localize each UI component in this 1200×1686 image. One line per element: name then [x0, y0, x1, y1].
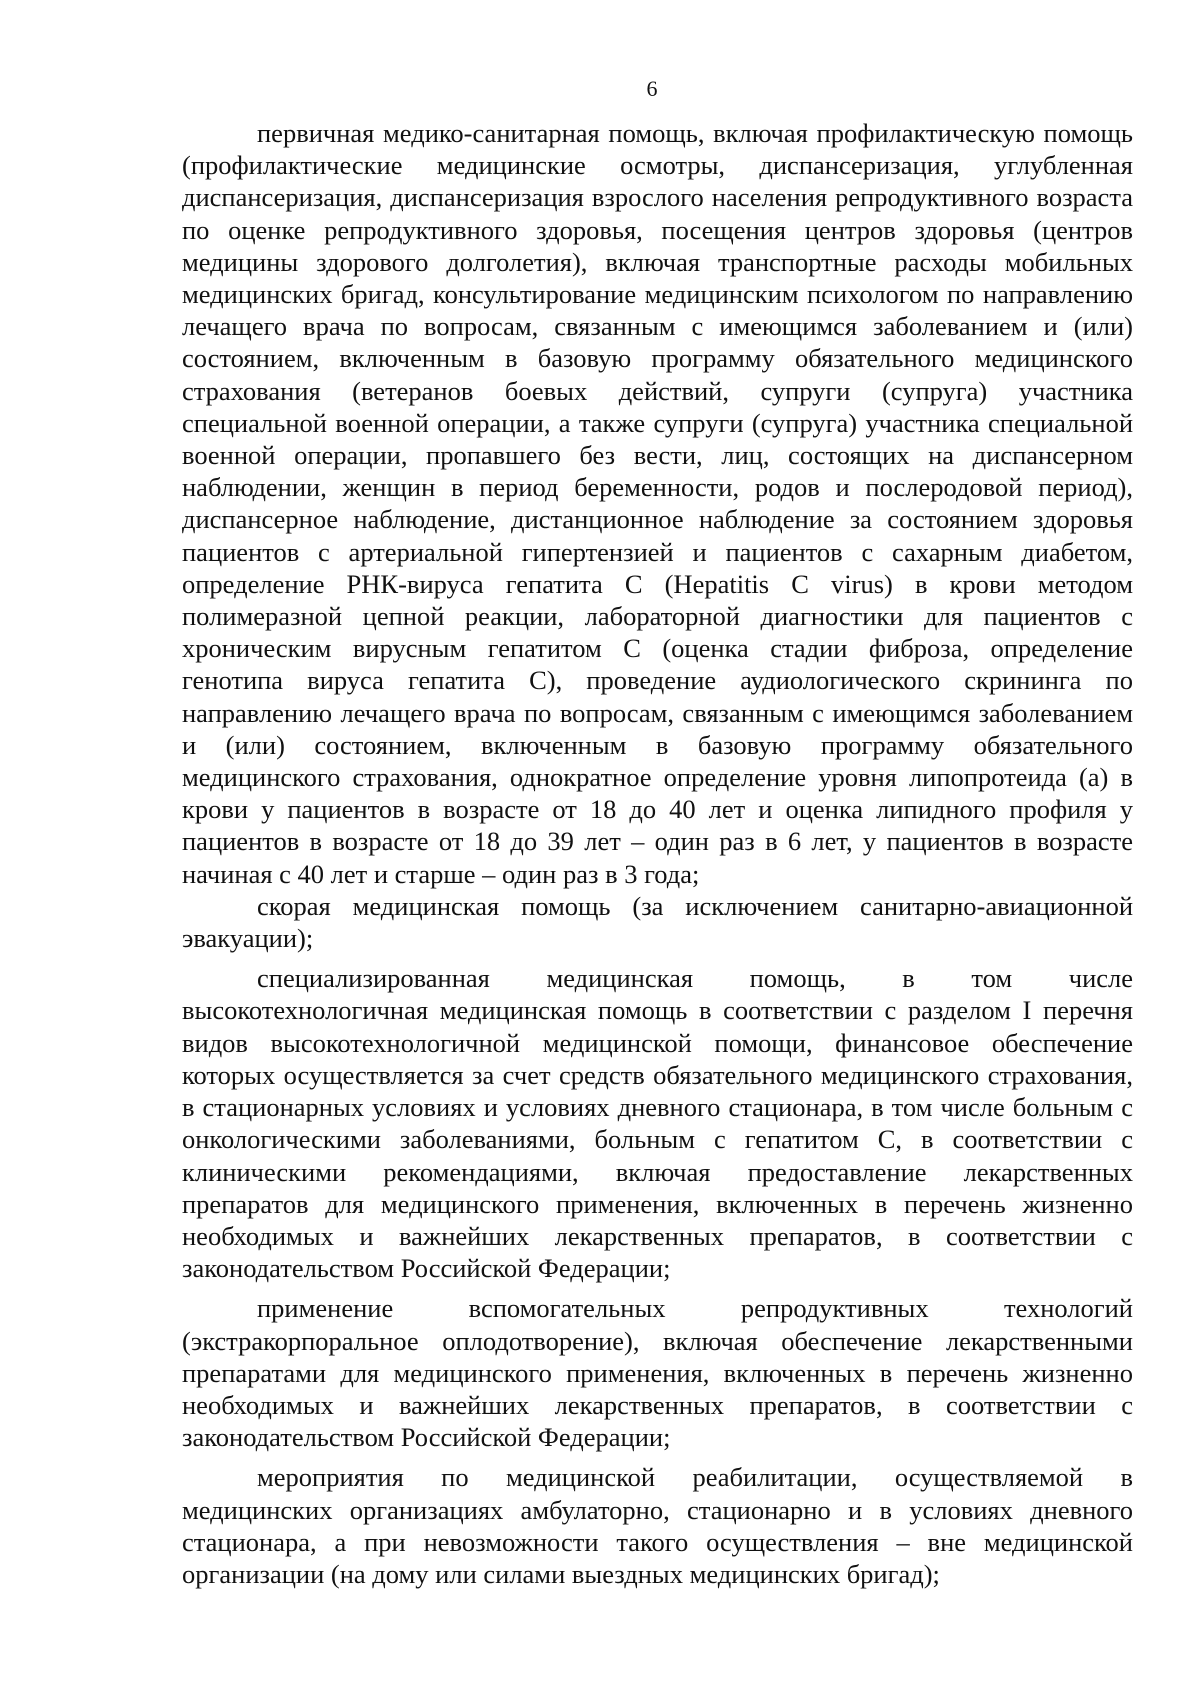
paragraph-primary-care: первичная медико-санитарная помощь, включая профилактическую помощь (профилактические медицинские осмотры, диспансеризация, углубленная диспансеризация, диспансеризация взрослого населения репродуктивного возраста по оценке репродуктивного здоровья, посещения центров здоровья (центров медицины здорового долголетия), включая транспортные расходы мобильных медицинских бригад, консультирование медицинским психологом по направлению лечащего врача по вопросам, связанным с имеющимся заболеванием и (или) состоянием, включенным в базовую программу обязательного медицинского страхования (ветеранов боевых действий, супруги (супруга) участника специальной военной операции, а также супруги (супруга) участника специальной военной операции, пропавшего без вести, лиц, состоящих на диспансерном наблюдении, женщин в период беременности, родов и послеродовой период), диспансерное наблюдение, дистанционное наблюдение за состоянием здоровья пациентов с артериальной гипертензией и пациентов с сахарным диабетом, определение РНК-вируса гепатита С (Hepatitis C virus) в крови методом полимеразной цепной реакции, лабораторной диагностики для пациентов с хроническим вирусным гепатитом С (оценка стадии фиброза, определение генотипа вируса гепатита С), проведение аудиологического скрининга по направлению лечащего врача по вопросам, связанным с имеющимся заболеванием и (или) состоянием, включенным в базовую программу обязательного медицинского страхования, однократное определение уровня липопротеида (а) в крови у пациентов в возрасте от 18 до 40 лет и оценка липидного профиля у пациентов в возрасте от 18 до 39 лет – один раз в 6 лет, у пациентов в возрасте начиная с 40 лет и старше – один раз в 3 года; — [182, 118, 1133, 889]
page-number: 6 — [646, 76, 658, 101]
document-body — [182, 117, 1133, 1590]
paragraph-emergency-care: скорая медицинская помощь (за исключением санитарно-авиационной эвакуации); — [182, 890, 1133, 954]
paragraph-specialized-care: специализированная медицинская помощь, в том числе высокотехнологичная медицинская помощь в соответствии с разделом I перечня видов высокотехнологичной медицинской помощи, финансовое обеспечение которых осуществляется за счет средств обязательного медицинского страхования, в стационарных условиях и условиях дневного стационара, в том числе больным с онкологическими заболеваниями, больным с гепатитом С, в соответствии с клиническими рекомендациями, включая предоставление лекарственных препаратов для медицинского применения, включенных в перечень жизненно необходимых и важнейших лекарственных препаратов, в соответствии с законодательством Российской Федерации; — [182, 963, 1133, 1284]
paragraph-reproductive-technologies: применение вспомогательных репродуктивных технологий (экстракорпоральное оплодотворение), включая обеспечение лекарственными препаратами для медицинского применения, включенных в перечень жизненно необходимых и важнейших лекарственных препаратов, в соответствии с законодательством Российской Федерации; — [182, 1293, 1133, 1453]
paragraph-rehabilitation: мероприятия по медицинской реабилитации, осуществляемой в медицинских организациях амбулаторно, стационарно и в условиях дневного стационара, а при невозможности такого осуществления – вне медицинской организации (на дому или силами выездных медицинских бригад); — [182, 1462, 1133, 1589]
